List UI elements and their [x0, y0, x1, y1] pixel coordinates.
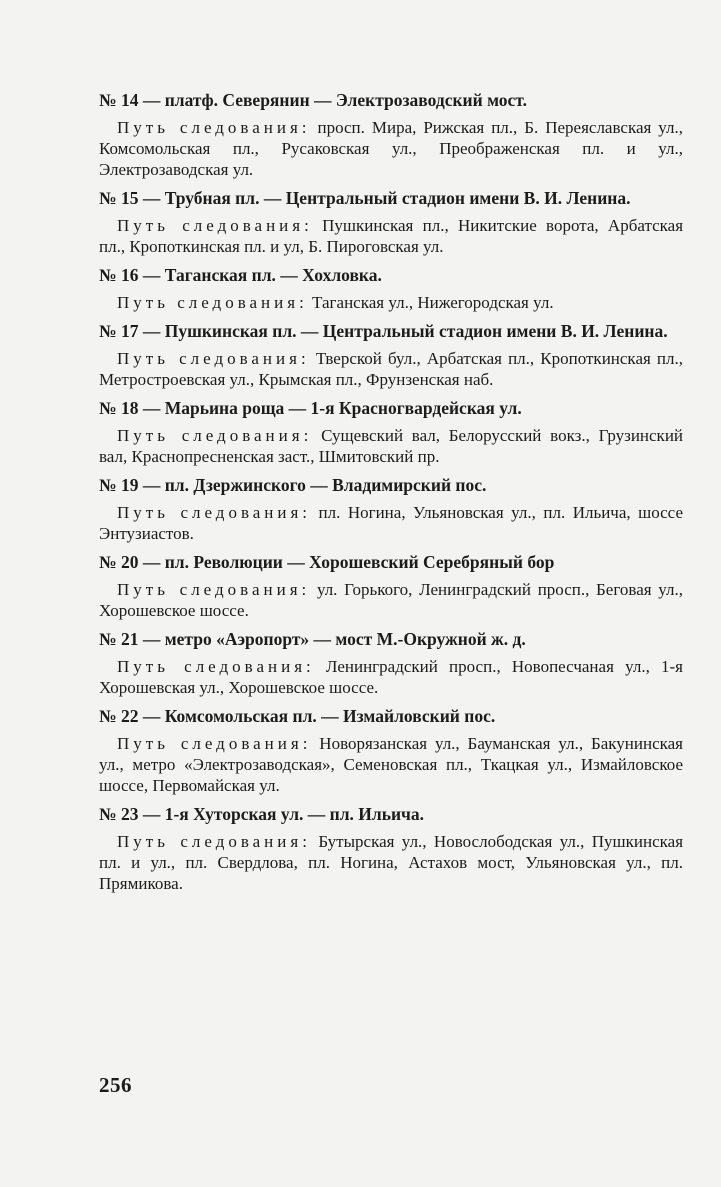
route-heading: № 14 — платф. Северянин — Электрозаводский мост.	[99, 90, 527, 110]
route-path	[99, 425, 683, 467]
route-path-text: Бутырская ул., Новослободская ул., Пушкинская пл. и ул., пл. Свердлова, пл. Ногина, Астахов мост, Ульяновская ул., пл. Прямикова.	[99, 832, 684, 893]
route-entry	[99, 550, 683, 621]
route-path	[99, 656, 683, 698]
route-path	[99, 831, 683, 894]
route-entry	[99, 88, 683, 180]
route-path-text: Новорязанская ул., Бауманская ул., Бакунинская ул., метро «Электрозаводская», Семеновская пл., Ткацкая ул., Измайловское шоссе, Первомайская ул.	[99, 734, 683, 795]
route-path	[99, 348, 683, 390]
route-entry	[99, 186, 683, 257]
path-label: Путь следования:	[117, 657, 315, 676]
route-entry	[99, 263, 683, 313]
route-heading: № 22 — Комсомольская пл. — Измайловский пос.	[99, 706, 496, 726]
path-label: Путь следования:	[117, 832, 311, 851]
route-path	[99, 292, 683, 313]
route-path-text: просп. Мира, Рижская пл., Б. Переяславская ул., Комсомольская пл., Русаковская ул., Преображенская пл. и ул., Электрозаводская ул.	[99, 118, 684, 179]
route-heading: № 15 — Трубная пл. — Центральный стадион имени В. И. Ленина.	[99, 188, 631, 208]
route-heading: № 17 — Пушкинская пл. — Центральный стадион имени В. И. Ленина.	[99, 321, 668, 341]
path-label: Путь следования:	[117, 118, 311, 137]
route-path-text: Ленинградский просп., Новопесчаная ул., 1-я Хорошевская ул., Хорошевское шоссе.	[99, 657, 683, 697]
route-path	[99, 733, 683, 796]
route-path-text: Таганская ул., Нижегородская ул.	[312, 293, 554, 312]
route-heading: № 23 — 1-я Хуторская ул. — пл. Ильича.	[99, 804, 425, 824]
route-path	[99, 502, 683, 544]
path-label: Путь следования:	[117, 503, 312, 522]
page-number: 256	[99, 1073, 132, 1097]
route-path-text: ул. Горького, Ленинградский просп., Беговая ул., Хорошевское шоссе.	[99, 580, 683, 620]
path-label: Путь следования:	[117, 293, 308, 312]
route-entry	[99, 802, 683, 894]
route-path-text: Тверской бул., Арбатская пл., Кропоткинская пл., Метростроевская ул., Крымская пл., Фрунзенская наб.	[99, 349, 684, 389]
route-entry	[99, 627, 683, 698]
route-entry	[99, 704, 683, 796]
text-column	[99, 88, 683, 900]
path-label: Путь следования:	[117, 349, 310, 368]
route-path	[99, 117, 683, 180]
route-path-text: Сущевский вал, Белорусский вокз., Грузинский вал, Краснопресненская заст., Шмитовский пр.	[99, 426, 684, 466]
route-heading: № 16 — Таганская пл. — Хохловка.	[99, 265, 382, 285]
route-path	[99, 579, 683, 621]
route-path	[99, 215, 683, 257]
path-label: Путь следования:	[117, 734, 312, 753]
route-heading: № 19 — пл. Дзержинского — Владимирский пос.	[99, 475, 487, 495]
route-path-text: Пушкинская пл., Никитские ворота, Арбатская пл., Кропоткинская пл. и ул, Б. Пироговская ул.	[99, 216, 684, 256]
route-heading: № 18 — Марьина роща — 1-я Красногвардейская ул.	[99, 398, 522, 418]
route-heading: № 20 — пл. Революции — Хорошевский Серебряный бор	[99, 552, 555, 572]
route-path-text: пл. Ногина, Ульяновская ул., пл. Ильича, шоссе Энтузиастов.	[99, 503, 683, 543]
path-label: Путь следования:	[117, 580, 311, 599]
path-label: Путь следования:	[117, 426, 313, 445]
route-entry	[99, 319, 683, 390]
route-entry	[99, 396, 683, 467]
route-heading: № 21 — метро «Аэропорт» — мост М.-Окружной ж. д.	[99, 629, 526, 649]
route-entry	[99, 473, 683, 544]
path-label: Путь следования:	[117, 216, 313, 235]
